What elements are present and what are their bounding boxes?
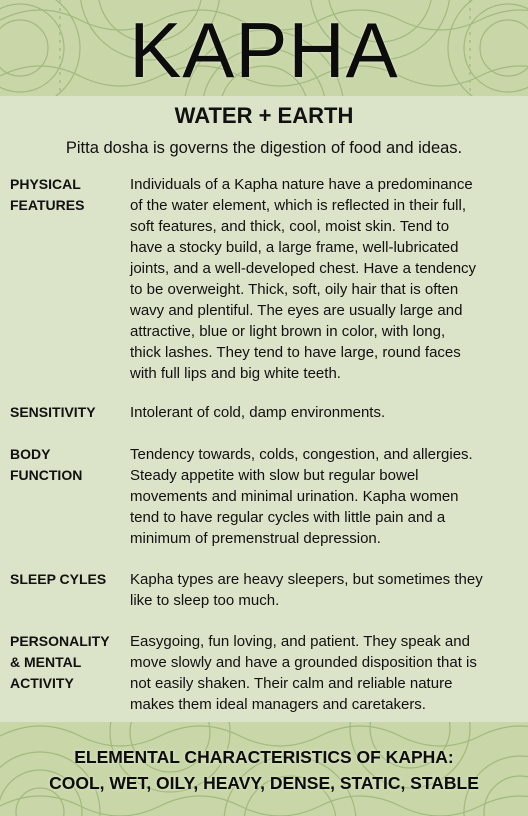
elemental-characteristics: [0, 744, 528, 796]
text-line: Kapha types are heavy sleepers, but sometimes they: [130, 571, 483, 588]
section-text: [130, 569, 516, 611]
text-line: joints, and a well-developed chest. Have a tendency: [130, 260, 477, 277]
text-line: to be overweight. Thick, soft, oily hair that is often: [130, 281, 459, 298]
text-line: have a stocky build, a large frame, well-lubricated: [130, 239, 459, 256]
label-line: FEATURES: [10, 197, 85, 213]
footer-heading: ELEMENTAL CHARACTERISTICS OF KAPHA:: [74, 747, 454, 767]
label-line: ACTIVITY: [10, 675, 74, 691]
page-subtitle: WATER + EARTH: [174, 103, 354, 128]
section-text: [130, 631, 516, 715]
section-label: [10, 402, 125, 423]
text-line: not easily shaken. Their calm and reliable nature: [130, 675, 453, 692]
text-line: makes them ideal managers and caretakers.: [130, 696, 426, 713]
label-line: & MENTAL: [10, 654, 82, 670]
text-line: wavy and plentiful. The eyes are usually large and: [130, 302, 463, 319]
section-label: [10, 174, 125, 216]
footer-characteristics: COOL, WET, OILY, HEAVY, DENSE, STATIC, STABLE: [49, 773, 479, 793]
text-line: Intolerant of cold, damp environments.: [130, 404, 386, 421]
text-line: Easygoing, fun loving, and patient. They speak and: [130, 633, 470, 650]
text-line: of the water element, which is reflected in their full,: [130, 197, 466, 214]
header-banner: [0, 0, 528, 96]
intro-text: Pitta dosha is governs the digestion of food and ideas.: [65, 139, 463, 157]
text-line: like to sleep too much.: [130, 592, 280, 609]
section-label: [10, 631, 125, 694]
label-line: SENSITIVITY: [10, 404, 96, 420]
text-line: thick lashes. They tend to have large, round faces: [130, 344, 461, 361]
section-text: [130, 174, 516, 384]
text-line: Tendency towards, colds, congestion, and allergies.: [130, 446, 473, 463]
text-line: Steady appetite with slow but regular bowel: [130, 467, 419, 484]
text-line: attractive, blue or light brown in color, with long,: [130, 323, 446, 340]
text-line: soft features, and thick, cool, moist skin. Tend to: [130, 218, 450, 235]
page-title: KAPHA: [129, 6, 399, 94]
text-line: with full lips and big white teeth.: [130, 365, 341, 382]
section-text: [130, 444, 516, 549]
label-line: SLEEP CYLES: [10, 571, 107, 587]
section-label: [10, 444, 125, 486]
label-line: FUNCTION: [10, 467, 83, 483]
text-line: move slowly and have a grounded disposition that is: [130, 654, 477, 671]
text-line: Individuals of a Kapha nature have a predominance: [130, 176, 473, 193]
text-line: minimum of premenstrual depression.: [130, 530, 381, 547]
label-line: PERSONALITY: [10, 633, 110, 649]
label-line: BODY: [10, 446, 51, 462]
section-text: [130, 402, 516, 423]
text-line: tend to have regular cycles with little pain and a: [130, 509, 446, 526]
label-line: PHYSICAL: [10, 176, 81, 192]
text-line: movements and minimal urination. Kapha women: [130, 488, 459, 505]
section-label: [10, 569, 125, 590]
